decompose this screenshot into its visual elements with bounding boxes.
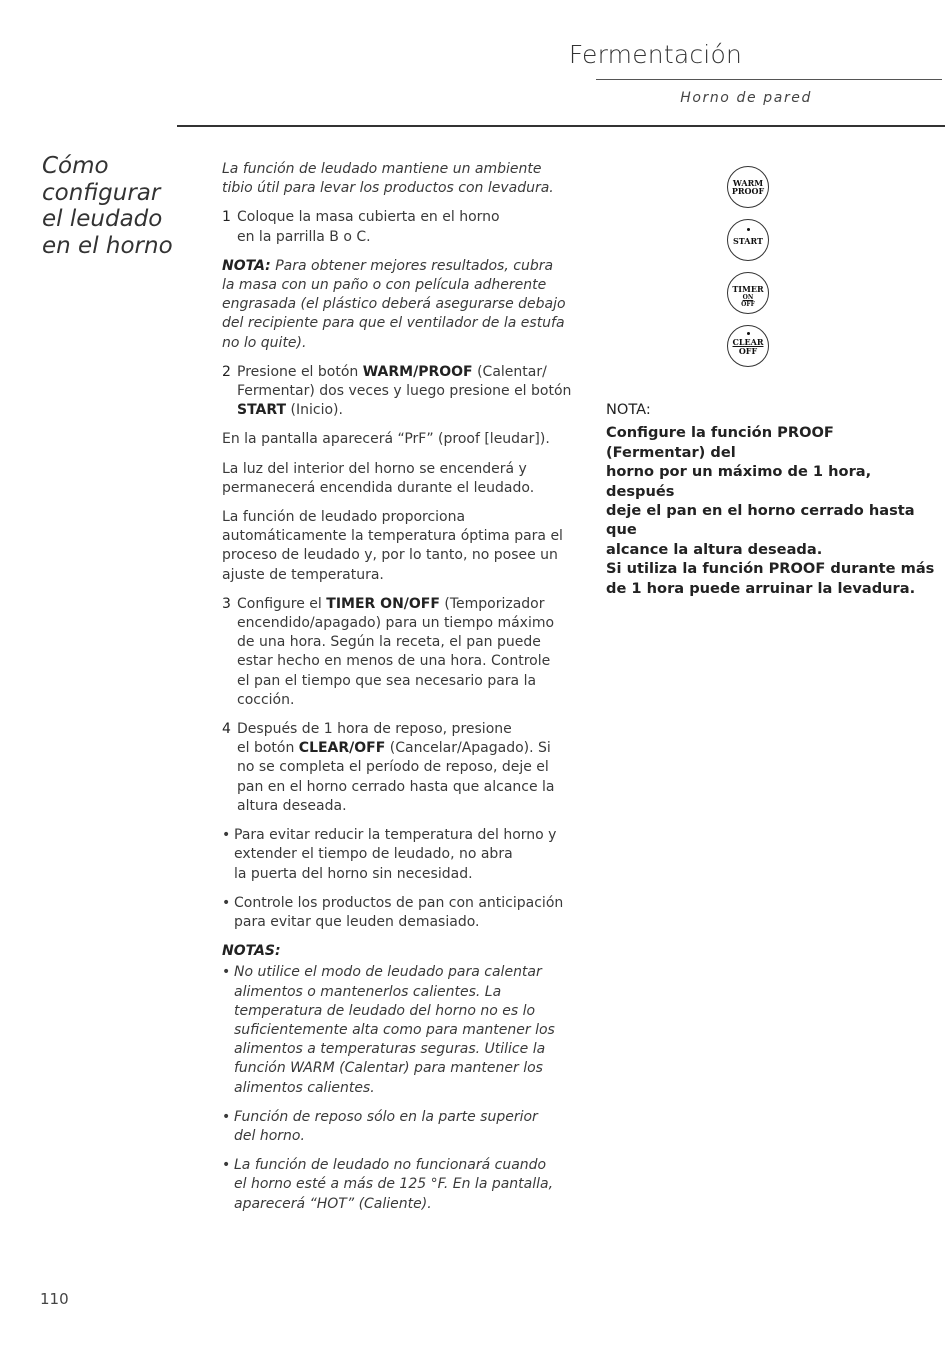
start-key-icon [727,219,769,261]
tip-item [222,894,582,932]
timer-key-off: OFF [741,301,755,308]
section-heading-line: en el horno [42,232,173,259]
notes-item [222,1108,582,1146]
notes-text: alimentos o mantenerlos calientes. La [234,983,502,1000]
notes-text: el horno esté a más de 125 °F. En la pantalla, [234,1176,554,1193]
notes-text: alimentos a temperaturas seguras. Utilice la [234,1041,546,1058]
clear-off-key-label: CLEAR/OFF [298,740,386,757]
clear-key-bottom: OFF [738,346,758,356]
intro-line: La función de leudado mantiene un ambiente [222,161,542,177]
note-text: Para obtener mejores resultados, cubra [270,257,554,274]
warm-proof-key-label: WARM/PROOF [362,363,473,380]
notes-text: Función de reposo sólo en la parte superior [234,1108,538,1125]
notes-text: La función de leudado no funcionará cuando [234,1157,547,1174]
page-number: 110 [40,1290,69,1308]
note-label: NOTA: [222,257,271,274]
step-text: (Temporizador [439,595,545,612]
header-rule-long [177,125,945,127]
timer-key-on: ON [742,294,754,301]
tip-text: extender el tiempo de leudado, no abra [234,846,513,863]
notes-heading: NOTAS: [222,943,281,960]
tip-text: la puerta del horno sin necesidad. [234,865,473,882]
main-column [222,160,582,1214]
clear-key-top: CLEAR [732,337,764,347]
proof-note-line: horno por un máximo de 1 hora, después [606,463,872,500]
bullet-dot: • [222,964,231,981]
warm-proof-key-bottom: PROOF [731,186,765,196]
page-subtitle: Horno de pared [680,90,812,106]
paragraph-line: ajuste de temperatura. [222,566,384,583]
bullet-dot: • [222,827,231,844]
notes-text: función WARM (Calentar) para mantener los [234,1060,543,1077]
step-1 [222,208,582,246]
note-text: del recipiente para que el ventilador de la estufa [222,315,565,332]
step-text: Presione el botón [237,363,363,380]
indicator-dot [747,228,750,231]
auto-temperature-paragraph [222,508,582,585]
step-text: Después de 1 hora de reposo, presione [237,721,512,738]
tip-text: Para evitar reducir la temperatura del horno y [234,827,557,844]
step-text: pan en el horno cerrado hasta que alcance la [237,778,555,795]
step-text: no se completa el período de reposo, deje el [237,759,549,776]
section-heading-line: el leudado [42,206,163,232]
notes-text: del horno. [234,1127,305,1144]
tip-text: Controle los productos de pan con anticipación [234,894,564,911]
step-text: de una hora. Según la receta, el pan puede [237,634,541,651]
start-key-label: START [237,402,287,419]
step-text: (Cancelar/Apagado). Si [385,740,551,757]
step-text: el botón [237,740,299,757]
timer-key-label: TIMER ON/OFF [326,595,440,612]
timer-key-top: TIMER [732,284,764,294]
step-text: Configure el [237,595,327,612]
proof-note-line: Si utiliza la función PROOF durante más [606,560,935,578]
step-text: (Calentar/ [472,363,547,380]
tip-item [222,826,582,884]
notes-text: temperatura de leudado del horno no es lo [234,1002,536,1019]
notes-item [222,963,582,1097]
indicator-dot [747,332,750,335]
paragraph-line: La función de leudado proporciona [222,509,466,526]
step-text: (Inicio). [286,402,343,419]
step-number: 3 [222,595,231,612]
notes-text: No utilice el modo de leudado para calentar [234,964,542,981]
paragraph-line: automáticamente la temperatura óptima para el [222,528,563,545]
step-3 [222,595,582,710]
notes-item [222,1156,582,1214]
paragraph-line: proceso de leudado y, por lo tanto, no posee un [222,547,558,564]
step-text: Coloque la masa cubierta en el horno [237,209,500,226]
step-text: encendido/apagado) para un tiempo máximo [237,615,555,632]
light-paragraph [222,460,582,498]
proof-note-line: de 1 hora puede arruinar la levadura. [606,579,916,597]
step-text: cocción. [237,691,295,708]
notes-text: alimentos calientes. [234,1079,375,1096]
clear-off-key-icon [727,325,769,367]
step-text: Fermentar) dos veces y luego presione el botón [237,383,572,400]
proof-note [606,400,936,598]
notes-text: aparecerá “HOT” (Caliente). [234,1195,432,1212]
note-text: no lo quite). [222,334,307,351]
warm-proof-key-icon [727,166,769,208]
intro-line: tibio útil para levar los productos con levadura. [222,180,554,197]
paragraph-line: La luz del interior del horno se encenderá y [222,460,527,477]
step-text: altura deseada. [237,797,347,814]
display-paragraph: En la pantalla aparecerá “PrF” (proof [leudar]). [222,431,550,448]
step-text: estar hecho en menos de una hora. Controle [237,653,551,670]
step-number: 4 [222,721,231,738]
tip-text: para evitar que leuden demasiado. [234,913,480,930]
proof-note-line: Configure la función PROOF (Fermentar) del [606,424,834,461]
note-text: la masa con un paño o con película adherente [222,277,547,294]
proof-note-line: alcance la altura deseada. [606,540,823,558]
proof-note-line: deje el pan en el horno cerrado hasta que [606,502,915,539]
step-text: en la parrilla B o C. [237,228,371,245]
page-title: Fermentación [568,40,742,69]
section-heading [42,153,172,259]
start-key-label-icon: START [733,236,763,246]
header-rule-short [596,79,942,80]
note-paragraph [222,257,582,353]
section-heading-line: configurar [42,179,161,206]
bullet-dot: • [222,1157,231,1174]
timer-key-icon [727,272,769,314]
step-number: 1 [222,209,231,226]
intro-paragraph [222,160,582,198]
note-text: engrasada (el plástico deberá asegurarse debajo [222,296,566,313]
warm-proof-key-top: WARM [732,178,764,188]
bullet-dot: • [222,1108,231,1125]
paragraph-line: permanecerá encendida durante el leudado. [222,479,535,496]
step-text: el pan el tiempo que sea necesario para la [237,672,537,689]
notes-text: suficientemente alta como para mantener los [234,1021,555,1038]
proof-note-heading: NOTA: [606,401,651,418]
step-2 [222,363,582,421]
step-4 [222,720,582,816]
bullet-dot: • [222,894,231,911]
section-heading-line: Cómo [42,153,109,179]
step-number: 2 [222,363,231,380]
